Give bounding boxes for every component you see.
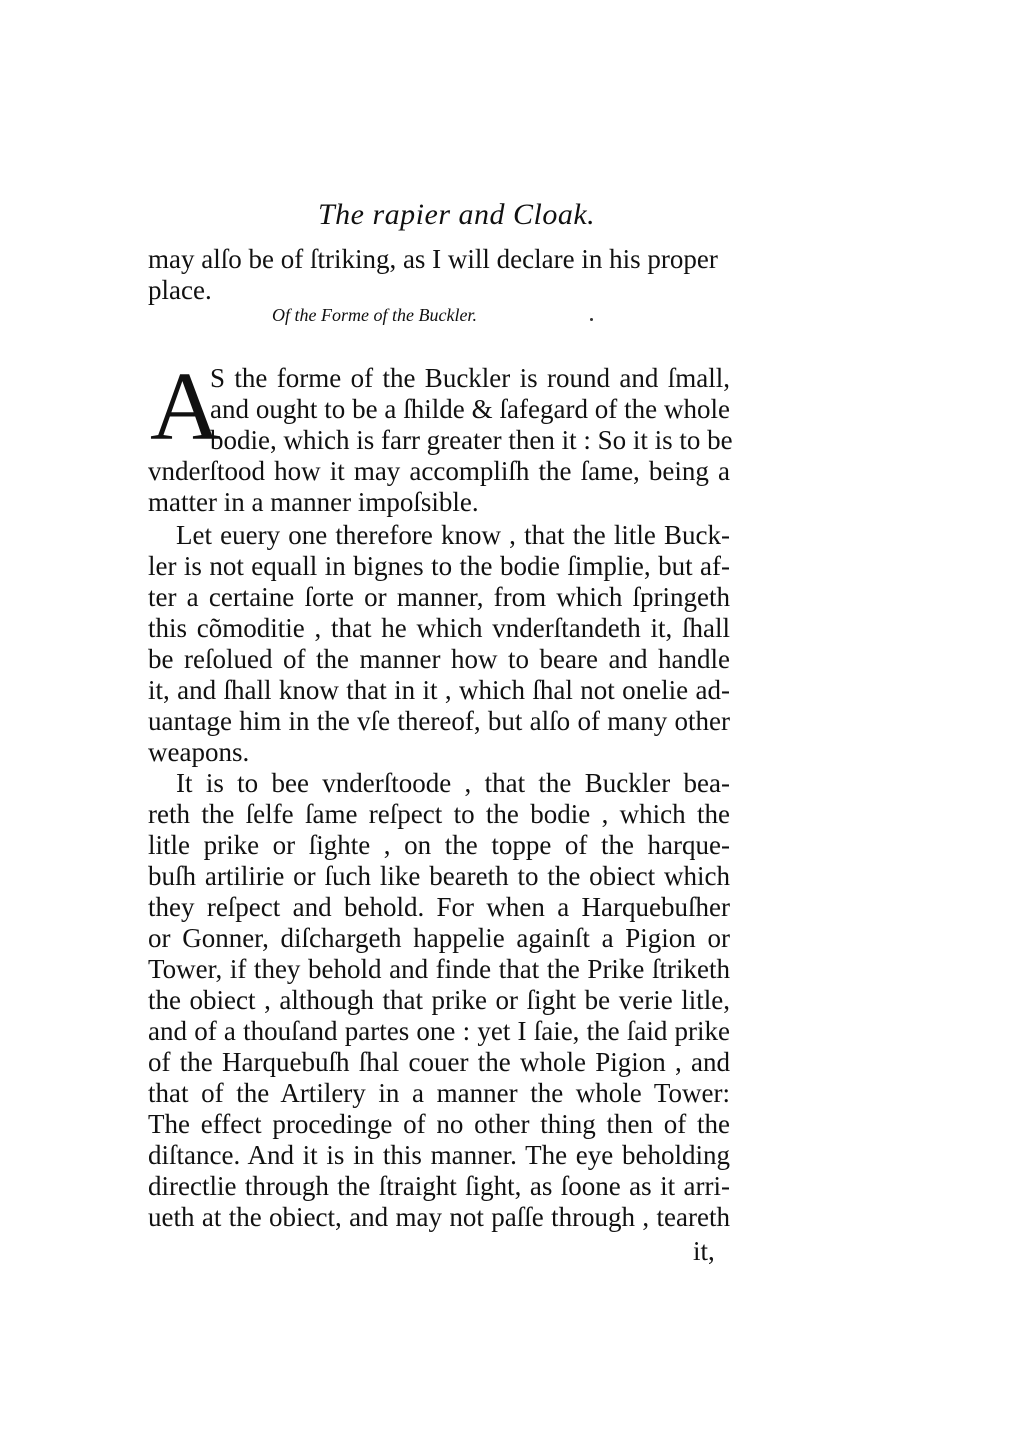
running-head: The rapier and Cloak. bbox=[318, 198, 596, 231]
text-line: place. bbox=[148, 275, 212, 305]
text-line: The effect procedinge of no other thing then of the bbox=[148, 1109, 730, 1139]
text-line: ueth at the obiect, and may not paſſe through , teareth bbox=[148, 1202, 730, 1232]
text-line: matter in a manner impoſsible. bbox=[148, 487, 479, 517]
section-heading: Of the Forme of the Buckler. bbox=[272, 305, 477, 325]
ink-speck bbox=[590, 318, 593, 321]
text-line: bodie, which is farr greater then it : So it is to be bbox=[210, 425, 733, 455]
text-line: buſh artilirie or ſuch like beareth to the obiect which bbox=[148, 861, 730, 891]
text-line: they reſpect and behold. For when a Harquebuſher bbox=[148, 892, 730, 922]
text-line: weapons. bbox=[148, 737, 250, 767]
text-line: be reſolued of the manner how to beare and handle bbox=[148, 644, 730, 674]
text-line: of the Harquebuſh ſhal couer the whole Pigion , and bbox=[148, 1047, 730, 1077]
text-line: may alſo be of ſtriking, as I will declare in his proper bbox=[148, 244, 718, 274]
text-line: ler is not equall in bignes to the bodie ſimplie, but af- bbox=[148, 551, 730, 581]
text-line: directlie through the ſtraight ſight, as ſoone as it arri- bbox=[148, 1171, 730, 1201]
text-line: Tower, if they behold and finde that the Prike ſtriketh bbox=[148, 954, 730, 984]
text-line: diſtance. And it is in this manner. The eye beholding bbox=[148, 1140, 730, 1170]
text-line: it, and ſhall know that in it , which ſhal not onelie ad- bbox=[148, 675, 730, 705]
text-line: uantage him in the vſe thereof, but alſo of many other bbox=[148, 706, 730, 736]
text-line: S the forme of the Buckler is round and ſmall, bbox=[210, 363, 730, 393]
text-line: or Gonner, diſchargeth happelie againſt a Pigion or bbox=[148, 923, 730, 953]
text-line: It is to bee vnderſtoode , that the Buckler bea- bbox=[176, 768, 730, 798]
text-line: that of the Artilery in a manner the whole Tower: bbox=[148, 1078, 730, 1108]
text-line: Let euery one therefore know , that the litle Buck- bbox=[176, 520, 730, 550]
text-line: and ought to be a ſhilde & ſafegard of the whole bbox=[210, 394, 730, 424]
catchword: it, bbox=[693, 1236, 715, 1266]
text-line: the obiect , although that prike or ſight be verie litle, bbox=[148, 985, 730, 1015]
text-line: ter a certaine ſorte or manner, from which ſpringeth bbox=[148, 582, 730, 612]
text-line: and of a thouſand partes one : yet I ſaie, the ſaid prike bbox=[148, 1016, 730, 1046]
text-line: litle prike or ſighte , on the toppe of the harque- bbox=[148, 830, 730, 860]
text-line: this cõmoditie , that he which vnderſtandeth it, ſhall bbox=[148, 613, 730, 643]
text-line: vnderſtood how it may accompliſh the ſame, being a bbox=[148, 456, 730, 486]
drop-cap: A bbox=[150, 353, 221, 461]
text-line: reth the ſelfe ſame reſpect to the bodie , which the bbox=[148, 799, 730, 829]
